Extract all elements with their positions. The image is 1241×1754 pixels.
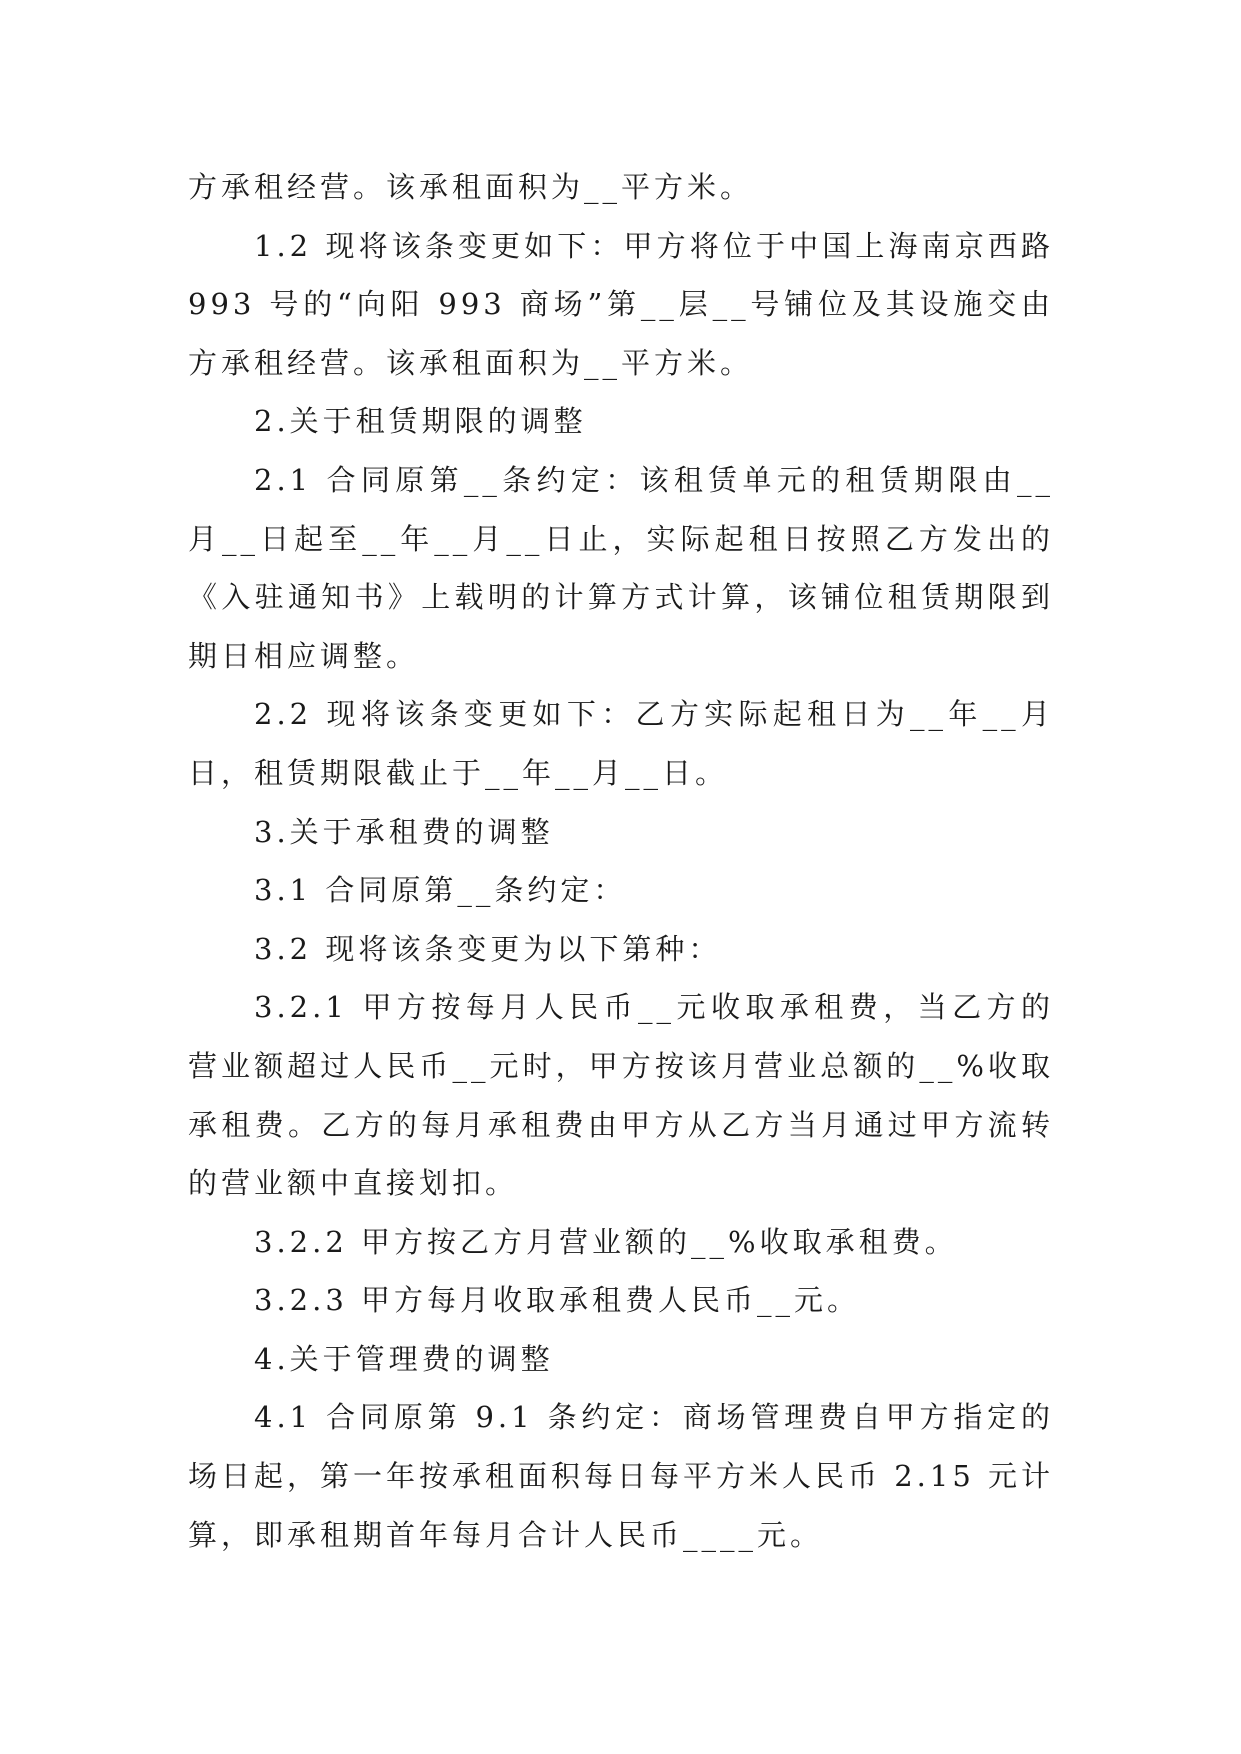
text-line: 方承租经营。该承租面积为__平方米。 (188, 345, 754, 380)
text-line: 的营业额中直接划扣。 (188, 1166, 519, 1201)
text-line: 3.2.3 甲方每月收取承租费人民币__元。 (254, 1283, 861, 1318)
text-line: 993 号的“向阳 993 商场”第__层__号铺位及其设施交由 (188, 287, 1054, 322)
section-heading: 2.关于租赁期限的调整 (254, 404, 587, 439)
text-line: 算，即承租期首年每月合计人民币____元。 (188, 1517, 824, 1552)
section-heading: 4.关于管理费的调整 (254, 1341, 554, 1376)
text-line: 月__日起至__年__月__日止，实际起租日按照乙方发出的 (188, 521, 1054, 556)
text-line: 营业额超过人民币__元时，甲方按该月营业总额的__%收取 (188, 1048, 1054, 1083)
text-line: 期日相应调整。 (188, 638, 420, 673)
text-line: 《入驻通知书》上载明的计算方式计算，该铺位租赁期限到 (188, 580, 1054, 615)
text-line: 4.1 合同原第 9.1 条约定：商场管理费自甲方指定的 (254, 1400, 1054, 1435)
text-line: 方承租经营。该承租面积为__平方米。 (188, 170, 754, 204)
text-line: 3.2.1 甲方按每月人民币__元收取承租费，当乙方的 (254, 990, 1054, 1025)
text-line: 1.2 现将该条变更如下：甲方将位于中国上海南京西路 (254, 228, 1054, 263)
text-line: 2.1 合同原第__条约定：该租赁单元的租赁期限由__ (254, 462, 1054, 497)
document-body (188, 158, 1054, 1564)
text-line: 3.2.2 甲方按乙方月营业额的__%收取承租费。 (254, 1224, 958, 1259)
text-line: 3.2 现将该条变更为以下第种： (254, 931, 722, 966)
text-line: 日，租赁期限截止于__年__月__日。 (188, 755, 729, 790)
text-line: 承租费。乙方的每月承租费由甲方从乙方当月通过甲方流转 (188, 1107, 1054, 1142)
text-line: 3.1 合同原第__条约定： (254, 873, 627, 908)
text-line: 场日起，第一年按承租面积每日每平方米人民币 2.15 元计 (188, 1459, 1054, 1494)
text-line: 2.2 现将该条变更如下：乙方实际起租日为__年__月 (254, 697, 1054, 732)
section-heading: 3.关于承租费的调整 (254, 814, 554, 849)
